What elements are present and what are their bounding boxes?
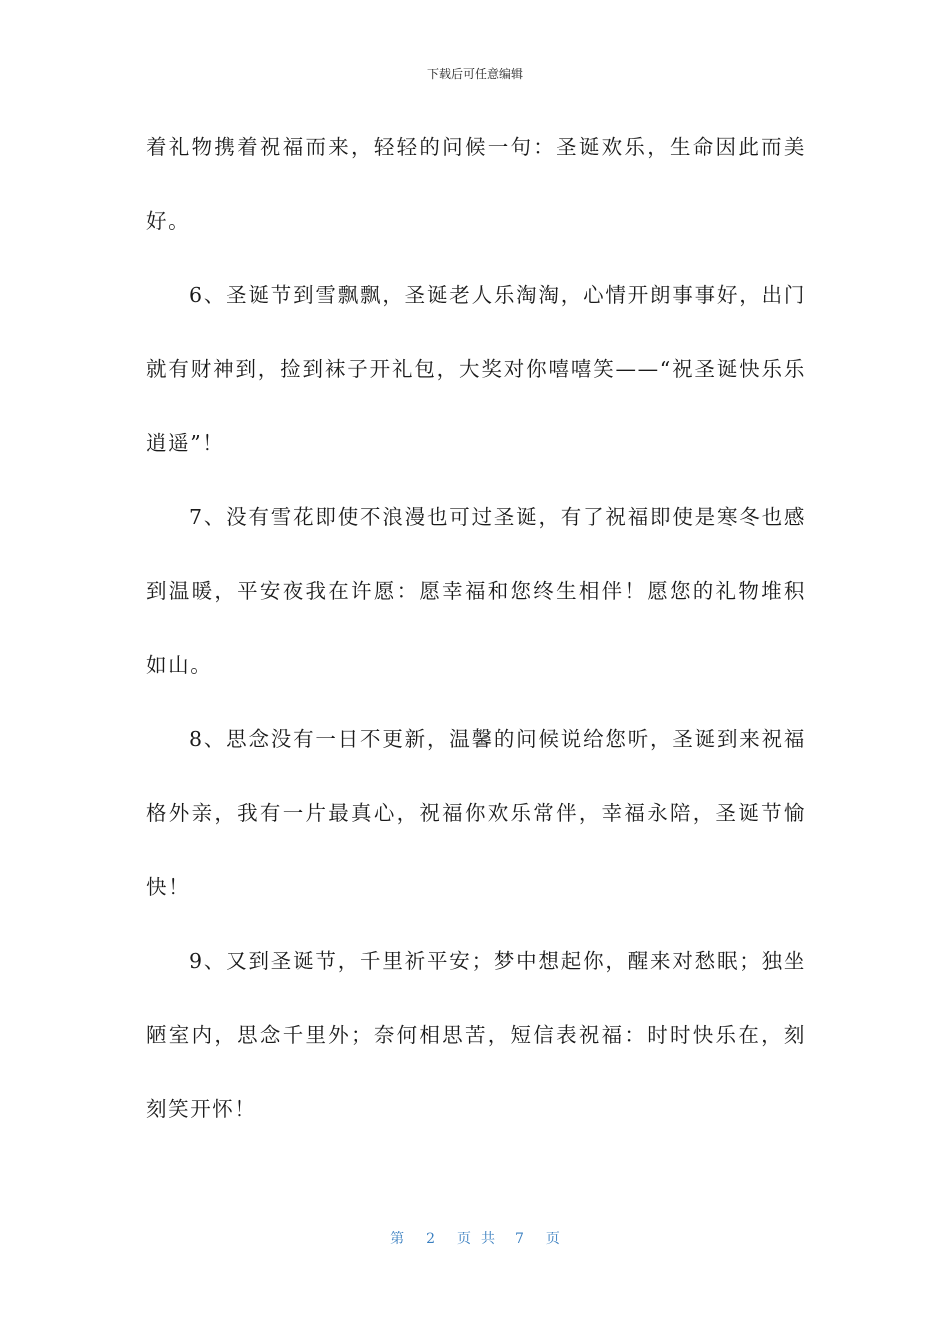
paragraph-item-6: 6、圣诞节到雪飘飘，圣诞老人乐淘淘，心情开朗事事好，出门就有财神到，捡到袜子开礼包，大奖对你嘻嘻笑——“祝圣诞快乐乐逍遥”！ [146,283,806,455]
footer-label-end: 页 [545,1231,560,1247]
footer-label-page: 第 [390,1231,405,1247]
paragraph-continuation: 着礼物携着祝福而来，轻轻的问候一句：圣诞欢乐，生命因此而美好。 [146,135,806,233]
page-footer [0,1229,950,1249]
footer-current-page: 2 [426,1231,435,1247]
paragraph-item-8: 8、思念没有一日不更新，温馨的问候说给您听，圣诞到来祝福格外亲，我有一片最真心，祝福你欢乐常伴，幸福永陪，圣诞节愉快！ [146,727,806,899]
document-body [146,110,806,1146]
footer-label-of: 页共 [457,1231,505,1247]
paragraph-item-7: 7、没有雪花即使不浪漫也可过圣诞，有了祝福即使是寒冬也感到温暖，平安夜我在许愿：愿幸福和您终生相伴！愿您的礼物堆积如山。 [146,505,806,677]
footer-total-pages: 7 [515,1231,524,1247]
paragraph-item-9: 9、又到圣诞节，千里祈平安；梦中想起你，醒来对愁眠；独坐陋室内，思念千里外；奈何相思苦，短信表祝福：时时快乐在，刻刻笑开怀！ [146,949,806,1121]
page-header: 下载后可任意编辑 [426,67,523,81]
